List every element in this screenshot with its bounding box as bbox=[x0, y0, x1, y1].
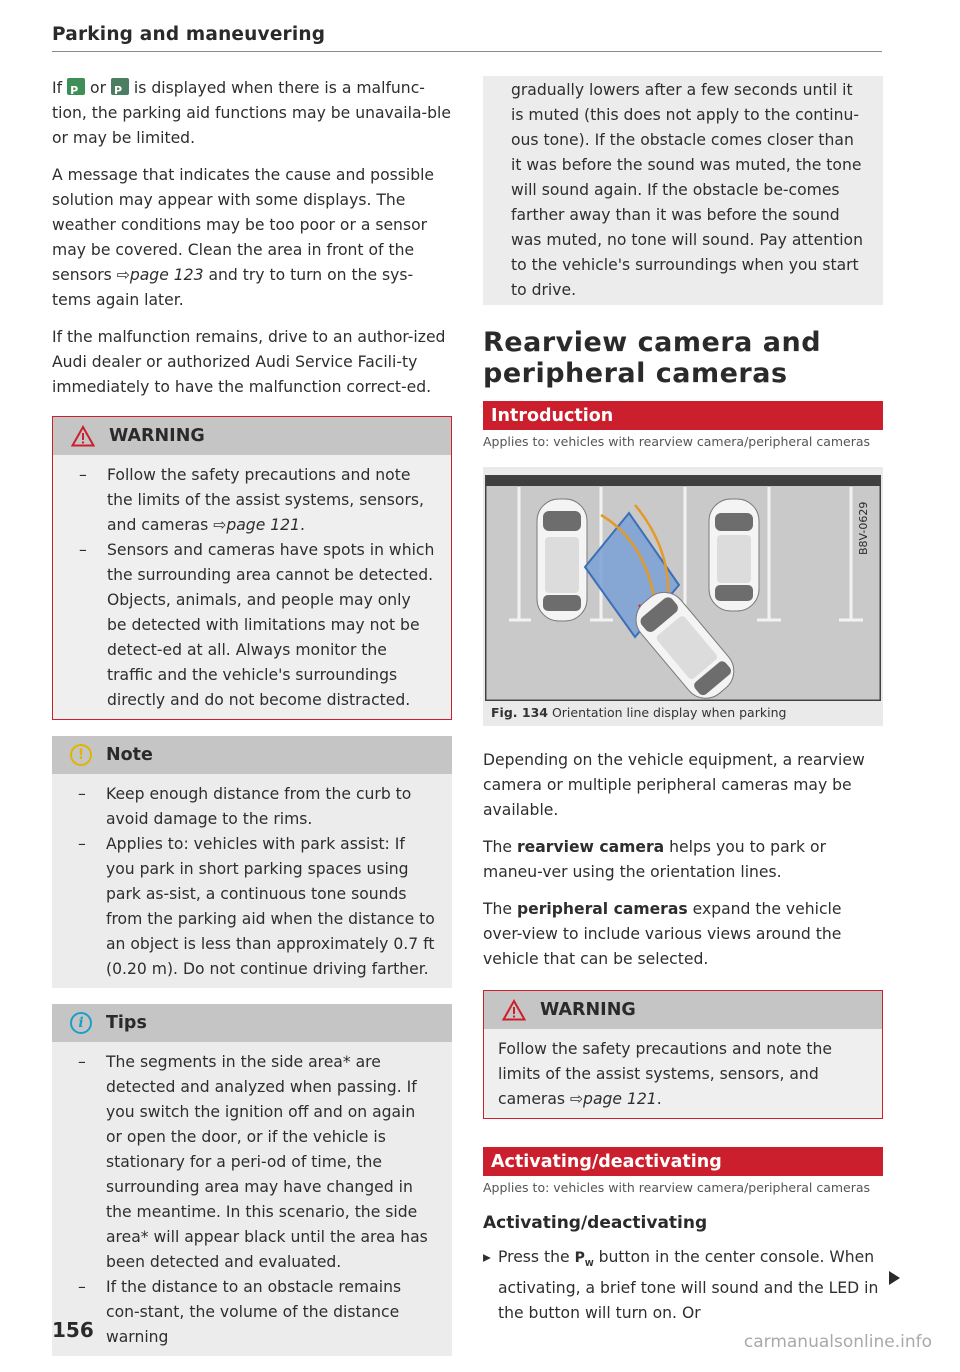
step-arrow-icon: ▸ bbox=[483, 1248, 491, 1266]
text-or: or bbox=[90, 79, 106, 97]
warning-title: WARNING bbox=[109, 426, 205, 446]
message-paragraph bbox=[52, 163, 452, 313]
figure-code-label: B8V-0629 bbox=[857, 501, 870, 555]
parked-car-right bbox=[709, 499, 759, 611]
peripheral-paragraph bbox=[483, 897, 883, 972]
warning-body bbox=[53, 455, 451, 719]
note-item: – Keep enough distance from the curb to avoid damage to the rims. bbox=[78, 785, 412, 828]
page-ref-123-link[interactable]: ⇨page 123 bbox=[116, 266, 204, 284]
left-column bbox=[52, 76, 452, 1372]
watermark: carmanualsonline.info bbox=[743, 1332, 932, 1352]
parking-aid-malfunction-icon bbox=[67, 78, 85, 95]
figure-134 bbox=[483, 467, 883, 726]
header-divider bbox=[52, 51, 882, 52]
warning-text: Follow the safety precautions and note the limits of the assist systems, sensors, and cameras bbox=[498, 1040, 832, 1108]
warning-title: WARNING bbox=[540, 1000, 636, 1020]
tips-box bbox=[52, 1004, 452, 1356]
step-text: Press the bbox=[498, 1248, 570, 1266]
page-header-title: Parking and maneuvering bbox=[52, 24, 326, 45]
warning-header-right bbox=[484, 991, 882, 1029]
activating-bar: Activating/deactivating bbox=[483, 1147, 883, 1176]
figure-caption-text: Orientation line display when parking bbox=[551, 705, 787, 720]
tips-item-text: If the distance to an obstacle remains con-stant, the volume of the distance warning bbox=[106, 1278, 402, 1346]
page-ref-121-link[interactable]: ⇨page 121 bbox=[569, 1090, 657, 1108]
note-exclamation-icon: ! bbox=[70, 744, 92, 766]
warning-item: – Follow the safety precautions and note the limits of the assist systems, sensors, and cameras ⇨page 121. bbox=[79, 466, 424, 534]
malfunction-paragraph bbox=[52, 76, 452, 151]
warning-item: – Sensors and cameras have spots in which the surrounding area cannot be detected. Objects, animals, and people may only be detected with limitations may not be detect-ed at all. Always monitor the traffic and the vehicle's surroundings directly and do not become distracted. bbox=[79, 541, 435, 709]
applies-to-note: Applies to: vehicles with rearview camera/peripheral cameras bbox=[483, 1180, 871, 1195]
tips-header bbox=[52, 1004, 452, 1042]
parking-orientation-illustration bbox=[485, 475, 881, 701]
note-header bbox=[52, 736, 452, 774]
warning-triangle-icon bbox=[71, 425, 95, 447]
note-item: – Applies to: vehicles with park assist: If you park in short parking spaces using park as-sist, a continuous tone sounds from the parking aid when the distance to an object is less than approximately 0.7 ft (0.20 m). Do not continue driving farther. bbox=[78, 835, 435, 978]
rearview-paragraph bbox=[483, 835, 883, 885]
text-the: The bbox=[483, 838, 513, 856]
parking-aid-malfunction-icon-alt bbox=[111, 78, 129, 95]
warning-item-text: Follow the safety precautions and note the limits of the assist systems, sensors, and cameras bbox=[107, 466, 424, 534]
warning-triangle-icon bbox=[502, 999, 526, 1021]
warning-item-text: Sensors and cameras have spots in which the surrounding area cannot be detected. Objects, animals, and people may only be detected with limitations may not be detect-ed at all. Always monitor the traffic and the vehicle's surroundings directly and do not become distracted. bbox=[107, 541, 435, 709]
section-heading: Rearview camera and peripheral cameras bbox=[483, 327, 822, 389]
warning-item-tail: . bbox=[300, 516, 305, 534]
message-text: A message that indicates the cause and possible solution may appear with some displays. The weather conditions may be too poor or a sensor may be covered. Clean the area in front of the sensors bbox=[52, 166, 435, 284]
info-icon: i bbox=[70, 1012, 92, 1034]
message-text-tail: and try to turn on the sys-tems again later. bbox=[52, 266, 414, 309]
page-ref-121-link[interactable]: ⇨page 121 bbox=[213, 516, 301, 534]
page-number: 156 bbox=[52, 1318, 94, 1342]
note-body bbox=[52, 774, 452, 988]
warning-box-right bbox=[483, 990, 883, 1119]
tips-item-text: The segments in the side area* are detected and analyzed when passing. If you switch the ignition off and on again or open the door, or if the vehicle is stationary for a peri-od of time, the surrounding area may have changed in the meantime. In this scenario, the side area* will appear black until the area has been detected and evaluated. bbox=[106, 1053, 428, 1271]
warning-body-right bbox=[484, 1029, 882, 1118]
peripheral-cameras-term: peripheral cameras bbox=[516, 900, 688, 918]
figure-label: Fig. 134 bbox=[491, 705, 548, 720]
malfunction-text: is displayed when there is a malfunc-tion, the parking aid functions may be unavaila-ble or may be limited. bbox=[52, 79, 451, 147]
step-text-tail: button in the center console. When activating, a brief tone will sound and the LED in the button will turn on. Or bbox=[498, 1248, 879, 1322]
rearview-camera-term: rearview camera bbox=[516, 838, 665, 856]
continue-arrow-icon bbox=[889, 1271, 900, 1285]
tips-body bbox=[52, 1042, 452, 1356]
tips-title: Tips bbox=[106, 1013, 147, 1033]
tips-item: – If the distance to an obstacle remains con-stant, the volume of the distance warning bbox=[78, 1278, 402, 1346]
parked-car-left bbox=[537, 499, 587, 621]
warning-box bbox=[52, 416, 452, 720]
warning-header bbox=[53, 417, 451, 455]
note-title: Note bbox=[106, 745, 153, 765]
equipment-paragraph: Depending on the vehicle equipment, a rearview camera or multiple peripheral cameras may be available. bbox=[483, 751, 865, 819]
warning-tail: . bbox=[656, 1090, 662, 1108]
note-item-text: Keep enough distance from the curb to avoid damage to the rims. bbox=[106, 785, 412, 828]
note-box bbox=[52, 736, 452, 988]
parking-button-icon: $P_W$ bbox=[574, 1250, 594, 1268]
applies-to-note: Applies to: vehicles with rearview camera/peripheral cameras bbox=[483, 434, 871, 449]
figure-caption bbox=[485, 701, 881, 722]
peripheral-text: expand the vehicle over-view to include various views around the vehicle that can be selected. bbox=[483, 900, 842, 968]
tips-continued-text: gradually lowers after a few seconds until it is muted (this does not apply to the continu-ous tone). If the obstacle comes closer than it was before the sound was muted, the tone will sound again. If the obstacle be-comes farther away than it was before the sound was muted, no tone will sound. Pay attention to the vehicle's surroundings when you start to drive. bbox=[511, 81, 863, 299]
introduction-bar: Introduction bbox=[483, 401, 883, 430]
subheading-activating: Activating/deactivating bbox=[483, 1213, 708, 1233]
note-item-text: Applies to: vehicles with park assist: If you park in short parking spaces using park as-sist, a continuous tone sounds from the parking aid when the distance to an object is less than approximately 0.7 ft (0.20 m). Do not continue driving farther. bbox=[106, 835, 435, 978]
right-column bbox=[483, 76, 883, 1326]
tips-continued-box bbox=[483, 76, 883, 305]
tips-item: – The segments in the side area* are detected and analyzed when passing. If you switch the ignition off and on again or open the door, or if the vehicle is stationary for a peri-od of time, the surrounding area may have changed in the meantime. In this scenario, the side area* will appear black until the area has been detected and evaluated. bbox=[78, 1053, 428, 1271]
rearview-text: helps you to park or maneu-ver using the orientation lines. bbox=[483, 838, 826, 881]
text-if: If bbox=[52, 79, 63, 97]
dealer-paragraph: If the malfunction remains, drive to an author-ized Audi dealer or authorized Audi Service Facili-ty immediately to have the malfunction correct-ed. bbox=[52, 328, 446, 396]
instruction-step bbox=[483, 1245, 883, 1326]
text-the: The bbox=[483, 900, 513, 918]
